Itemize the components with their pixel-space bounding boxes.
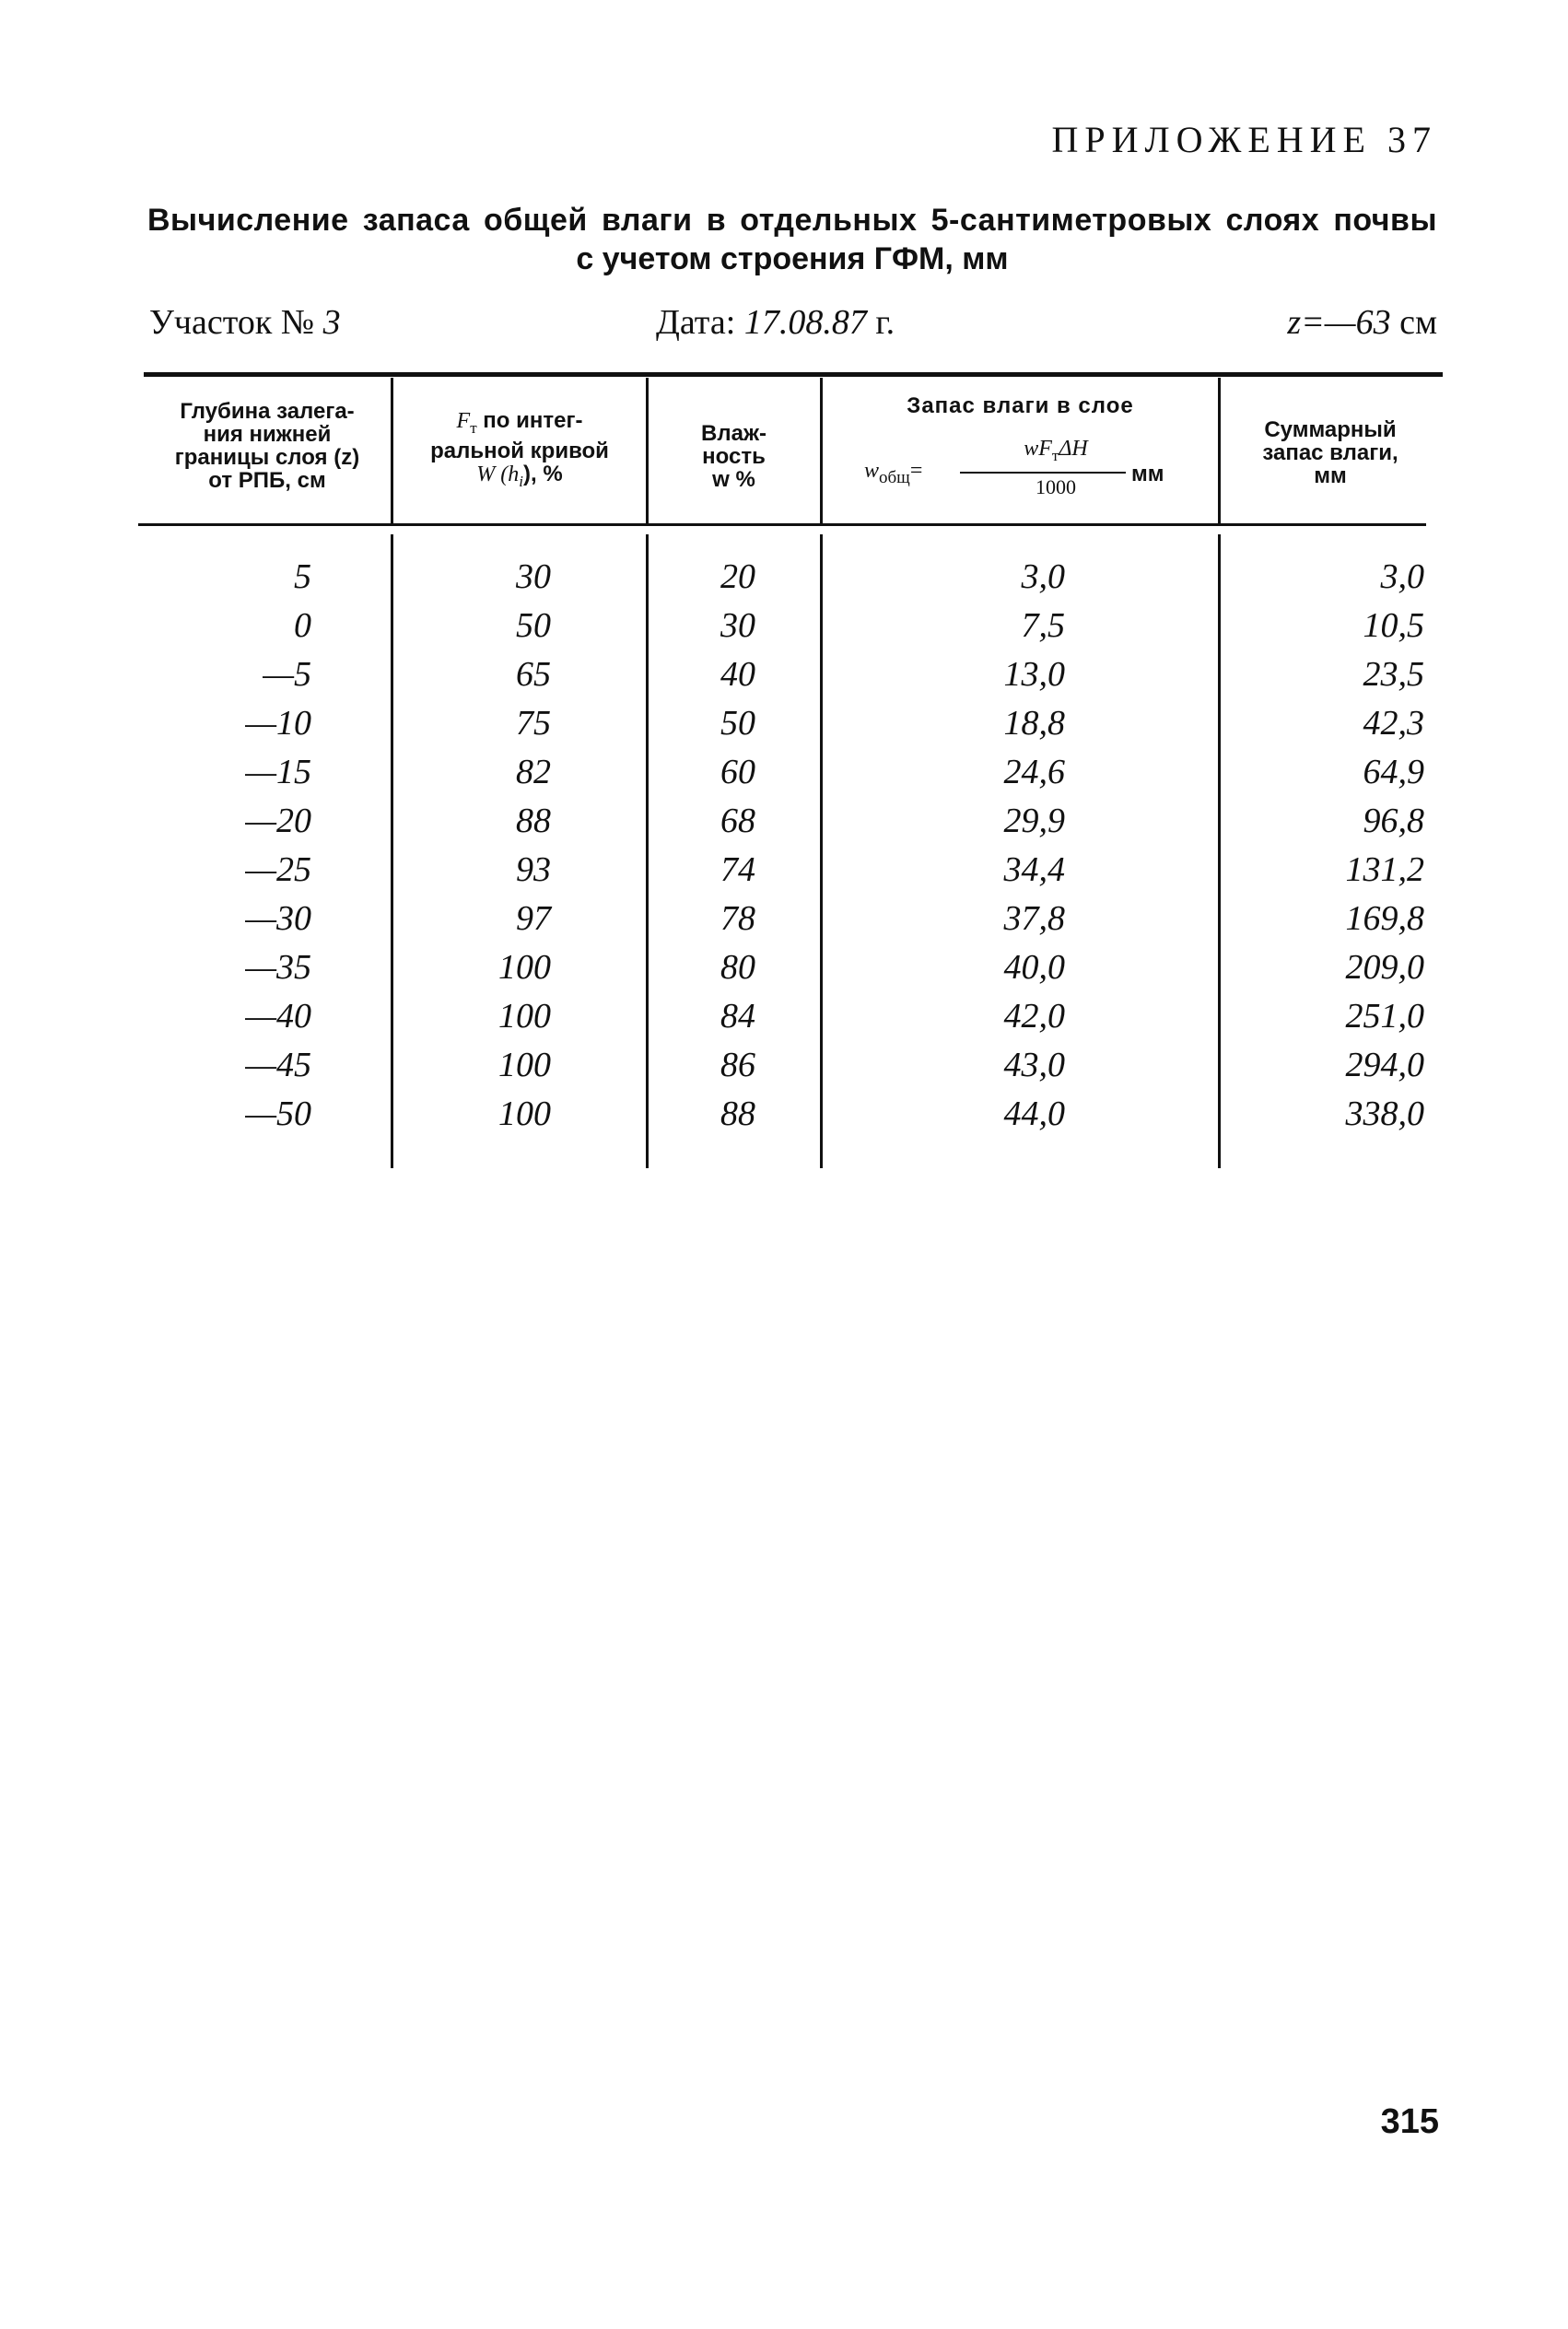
cell-depth: —35 xyxy=(245,948,311,987)
cell-storage: 29,9 xyxy=(1003,802,1065,840)
cell-storage: 40,0 xyxy=(1003,948,1065,987)
table-top-rule xyxy=(144,372,1443,377)
header-total xyxy=(1223,418,1437,487)
header-divider-3 xyxy=(820,378,823,523)
date-value: 17.08.87 xyxy=(743,303,867,342)
cell-total: 42,3 xyxy=(1363,704,1424,743)
table-row xyxy=(0,1090,1568,1139)
site-info xyxy=(149,302,341,343)
date-suffix: г. xyxy=(875,303,895,342)
header-divider-4 xyxy=(1218,378,1221,523)
cell-depth: —40 xyxy=(245,997,311,1036)
storage-numerator-subscript: т xyxy=(1051,446,1059,464)
cell-depth: —5 xyxy=(263,655,311,694)
cell-storage: 13,0 xyxy=(1003,655,1065,694)
table-row xyxy=(0,650,1568,699)
z-info xyxy=(1287,302,1437,343)
header-storage-unit: мм xyxy=(1131,462,1164,486)
cell-storage: 37,8 xyxy=(1003,899,1065,938)
header-storage-denominator: 1000 xyxy=(1036,475,1076,498)
cell-humidity: 86 xyxy=(720,1046,755,1084)
cell-total: 294,0 xyxy=(1345,1046,1424,1084)
header-total-line: запас влаги, xyxy=(1262,440,1398,465)
header-depth-line: ния нижней xyxy=(203,422,332,447)
header-ft xyxy=(396,409,643,493)
cell-depth: —15 xyxy=(245,753,311,791)
storage-numerator-symbol: wF xyxy=(1024,437,1052,461)
cell-ft: 50 xyxy=(516,606,551,645)
document-title-line-1: Вычисление запаса общей влаги в отдельных 5-сантиметровых слоях почвы xyxy=(147,203,1437,238)
header-depth xyxy=(146,400,389,492)
header-ft-tail: ), % xyxy=(523,461,563,486)
cell-depth: —20 xyxy=(245,802,311,840)
cell-total: 96,8 xyxy=(1363,802,1424,840)
header-humidity-line: Влаж- xyxy=(701,421,766,446)
cell-total: 169,8 xyxy=(1345,899,1424,938)
cell-ft: 100 xyxy=(498,1094,551,1133)
cell-total: 209,0 xyxy=(1345,948,1424,987)
cell-total: 131,2 xyxy=(1345,850,1424,889)
cell-depth: —25 xyxy=(245,850,311,889)
table-row xyxy=(0,992,1568,1041)
cell-ft: 100 xyxy=(498,948,551,987)
cell-depth: —45 xyxy=(245,1046,311,1084)
cell-depth: 5 xyxy=(294,557,311,596)
cell-storage: 43,0 xyxy=(1003,1046,1065,1084)
header-storage-lhs xyxy=(864,459,922,488)
cell-depth: —50 xyxy=(245,1094,311,1133)
cell-ft: 75 xyxy=(516,704,551,743)
table-row xyxy=(0,553,1568,602)
cell-humidity: 68 xyxy=(720,802,755,840)
header-divider-1 xyxy=(391,378,393,523)
cell-ft: 100 xyxy=(498,997,551,1036)
cell-humidity: 88 xyxy=(720,1094,755,1133)
table-body xyxy=(0,553,1568,1139)
table-row xyxy=(0,699,1568,748)
header-ft-line: ральной кривой xyxy=(430,438,609,463)
cell-humidity: 30 xyxy=(720,606,755,645)
site-value: 3 xyxy=(322,303,341,342)
page-number: 315 xyxy=(1380,2102,1439,2141)
cell-total: 10,5 xyxy=(1363,606,1424,645)
cell-depth: —30 xyxy=(245,899,311,938)
cell-total: 64,9 xyxy=(1363,753,1424,791)
appendix-label: ПРИЛОЖЕНИЕ 37 xyxy=(1051,119,1437,160)
cell-humidity: 60 xyxy=(720,753,755,791)
cell-storage: 24,6 xyxy=(1003,753,1065,791)
storage-lhs-subscript: общ xyxy=(879,467,910,487)
cell-ft: 100 xyxy=(498,1046,551,1084)
date-info xyxy=(656,302,895,343)
storage-fraction-bar xyxy=(960,472,1126,474)
cell-humidity: 50 xyxy=(720,704,755,743)
document-title-line-2: с учетом строения ГФМ, мм xyxy=(576,241,1009,276)
cell-depth: —10 xyxy=(245,704,311,743)
table-row xyxy=(0,602,1568,650)
table-row xyxy=(0,895,1568,943)
z-unit: см xyxy=(1399,303,1437,342)
cell-ft: 82 xyxy=(516,753,551,791)
table-row xyxy=(0,943,1568,992)
z-value: z=—63 xyxy=(1287,303,1391,342)
storage-equals: = xyxy=(909,459,923,483)
header-depth-line: Глубина залега- xyxy=(180,399,355,424)
cell-storage: 3,0 xyxy=(1021,557,1065,596)
cell-storage: 42,0 xyxy=(1003,997,1065,1036)
cell-ft: 93 xyxy=(516,850,551,889)
cell-total: 23,5 xyxy=(1363,655,1424,694)
table-header-rule xyxy=(138,523,1426,526)
cell-ft: 30 xyxy=(516,557,551,596)
header-humidity-line: w % xyxy=(712,467,755,492)
table-row xyxy=(0,797,1568,846)
header-depth-line: границы слоя (z) xyxy=(174,445,360,470)
header-divider-2 xyxy=(646,378,649,523)
cell-humidity: 40 xyxy=(720,655,755,694)
cell-total: 338,0 xyxy=(1345,1094,1424,1133)
table-row xyxy=(0,846,1568,895)
header-depth-line: от РПБ, см xyxy=(208,468,326,493)
header-ft-symbol: F xyxy=(456,409,471,433)
cell-storage: 44,0 xyxy=(1003,1094,1065,1133)
cell-humidity: 80 xyxy=(720,948,755,987)
cell-storage: 7,5 xyxy=(1021,606,1065,645)
site-label: Участок № xyxy=(149,303,315,342)
cell-total: 3,0 xyxy=(1380,557,1424,596)
header-ft-w: W (h xyxy=(476,462,520,486)
header-storage-numerator xyxy=(993,437,1118,465)
table-row xyxy=(0,748,1568,797)
cell-ft: 97 xyxy=(516,899,551,938)
cell-humidity: 84 xyxy=(720,997,755,1036)
cell-total: 251,0 xyxy=(1345,997,1424,1036)
cell-storage: 18,8 xyxy=(1003,704,1065,743)
cell-storage: 34,4 xyxy=(1003,850,1065,889)
header-ft-subscript: т xyxy=(470,418,477,437)
cell-ft: 65 xyxy=(516,655,551,694)
cell-humidity: 74 xyxy=(720,850,755,889)
header-total-line: мм xyxy=(1314,463,1347,488)
table-row xyxy=(0,1041,1568,1090)
storage-lhs-symbol: w xyxy=(864,459,880,483)
header-humidity-line: ность xyxy=(702,444,766,469)
date-label: Дата: xyxy=(656,303,736,342)
header-ft-i: i xyxy=(519,472,524,490)
header-total-line: Суммарный xyxy=(1264,417,1397,442)
header-ft-text: по интег- xyxy=(476,408,583,433)
header-humidity xyxy=(649,422,818,491)
cell-humidity: 78 xyxy=(720,899,755,938)
cell-depth: 0 xyxy=(294,606,311,645)
header-storage-title: Запас влаги в слое xyxy=(907,393,1134,418)
storage-numerator-tail: ΔH xyxy=(1059,437,1088,461)
cell-humidity: 20 xyxy=(720,557,755,596)
cell-ft: 88 xyxy=(516,802,551,840)
